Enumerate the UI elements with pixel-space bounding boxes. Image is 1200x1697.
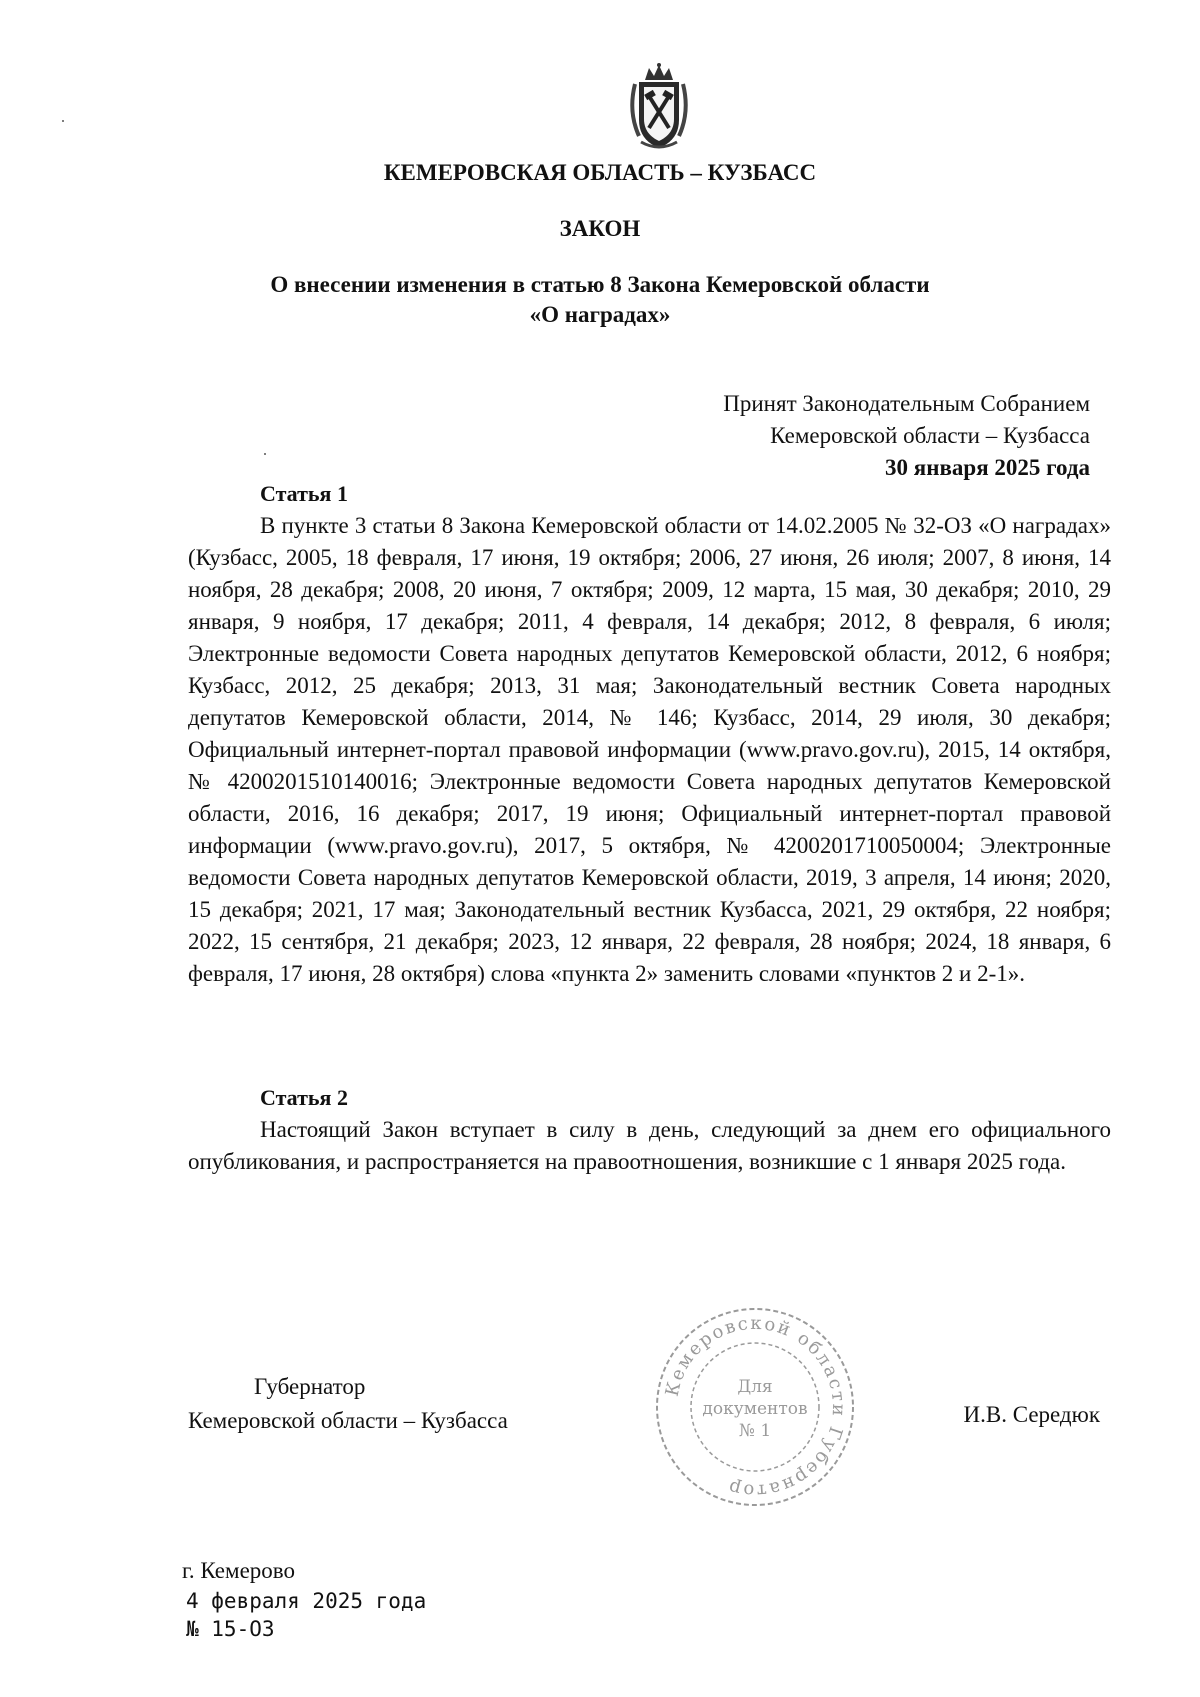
- official-stamp: [650, 1302, 860, 1512]
- signatory-position-line2: Кемеровской области – Кузбасса: [188, 1408, 508, 1433]
- signatory-name: И.В. Середюк: [963, 1402, 1100, 1427]
- coat-of-arms-emblem: [625, 62, 693, 152]
- scan-speck: [264, 453, 266, 455]
- scan-speck: [62, 120, 64, 122]
- adoption-block: [723, 388, 1090, 484]
- region-heading: КЕМЕРОВСКАЯ ОБЛАСТЬ – КУЗБАСС: [383, 160, 817, 185]
- signatory-position: [188, 1370, 508, 1438]
- stamp-ring-text: Кемеровской области Губернатор: [661, 1312, 850, 1502]
- signing-date: 4 февраля 2025 года: [186, 1589, 427, 1613]
- adoption-line1: Принят Законодательным Собранием: [723, 391, 1090, 416]
- adoption-line2: Кемеровской области – Кузбасса: [770, 423, 1090, 448]
- law-title-line1: О внесении изменения в статью 8 Закона Кемеровской области: [270, 272, 930, 297]
- signatory-position-line1: Губернатор: [254, 1374, 366, 1399]
- article2-title: Статья 2: [260, 1085, 348, 1110]
- article1-title: Статья 1: [260, 481, 348, 506]
- stamp-center-line1: Для: [737, 1377, 773, 1397]
- document-type-heading: ЗАКОН: [559, 216, 641, 241]
- article2-text: Настоящий Закон вступает в силу в день, следующий за днем его официального опубликования, и распространяется на правоотношения, возникшие с 1 января 2025 года.: [188, 1117, 1111, 1174]
- adoption-date: 30 января 2025 года: [885, 455, 1090, 480]
- stamp-center-line2: документов: [702, 1399, 808, 1419]
- law-number: № 15-ОЗ: [186, 1617, 275, 1641]
- stamp-center-line3: № 1: [738, 1421, 772, 1441]
- law-title-line2: «О наградах»: [529, 302, 671, 327]
- article1-text: В пункте 3 статьи 8 Закона Кемеровской области от 14.02.2005 № 32-ОЗ «О наградах» (Кузбасс, 2005, 18 февраля, 17 июня, 19 октября; 2006, 27 июня, 26 июля; 2007, 8 июня, 14 ноября, 28 декабря; 2008, 20 июня, 7 октября; 2009, 12 марта, 15 мая, 30 декабря; 2010, 29 января, 9 ноября, 17 декабря; 2011, 4 февраля, 14 декабря; 2012, 8 февраля, 6 июля; Электронные ведомости Совета народных депутатов Кемеровской области, 2012, 6 ноября; Кузбасс, 2012, 25 декабря; 2013, 31 мая; Законодательный вестник Совета народных депутатов Кемеровской области, 2014, № 146; Кузбасс, 2014, 29 июля, 30 декабря; Официальный интернет-портал правовой информации (www.pravo.gov.ru), 2015, 14 октября, № 4200201510140016; Электронные ведомости Совета народных депутатов Кемеровской области, 2016, 16 декабря; 2017, 19 июня; Официальный интернет-портал правовой информации (www.pravo.gov.ru), 2017, 5 октября, № 4200201710050004; Электронные ведомости Совета народных депутатов Кемеровской области, 2019, 3 апреля, 14 июня; 2020, 15 декабря; 2021, 17 мая; Законодательный вестник Кузбасса, 2021, 29 октября, 22 ноября; 2022, 15 сентября, 21 декабря; 2023, 12 января, 22 февраля, 28 ноября; 2024, 18 января, 6 февраля, 17 июня, 28 октября) слова «пункта 2» заменить словами «пунктов 2 и 2-1».: [188, 513, 1111, 986]
- city-line: г. Кемерово: [182, 1558, 295, 1583]
